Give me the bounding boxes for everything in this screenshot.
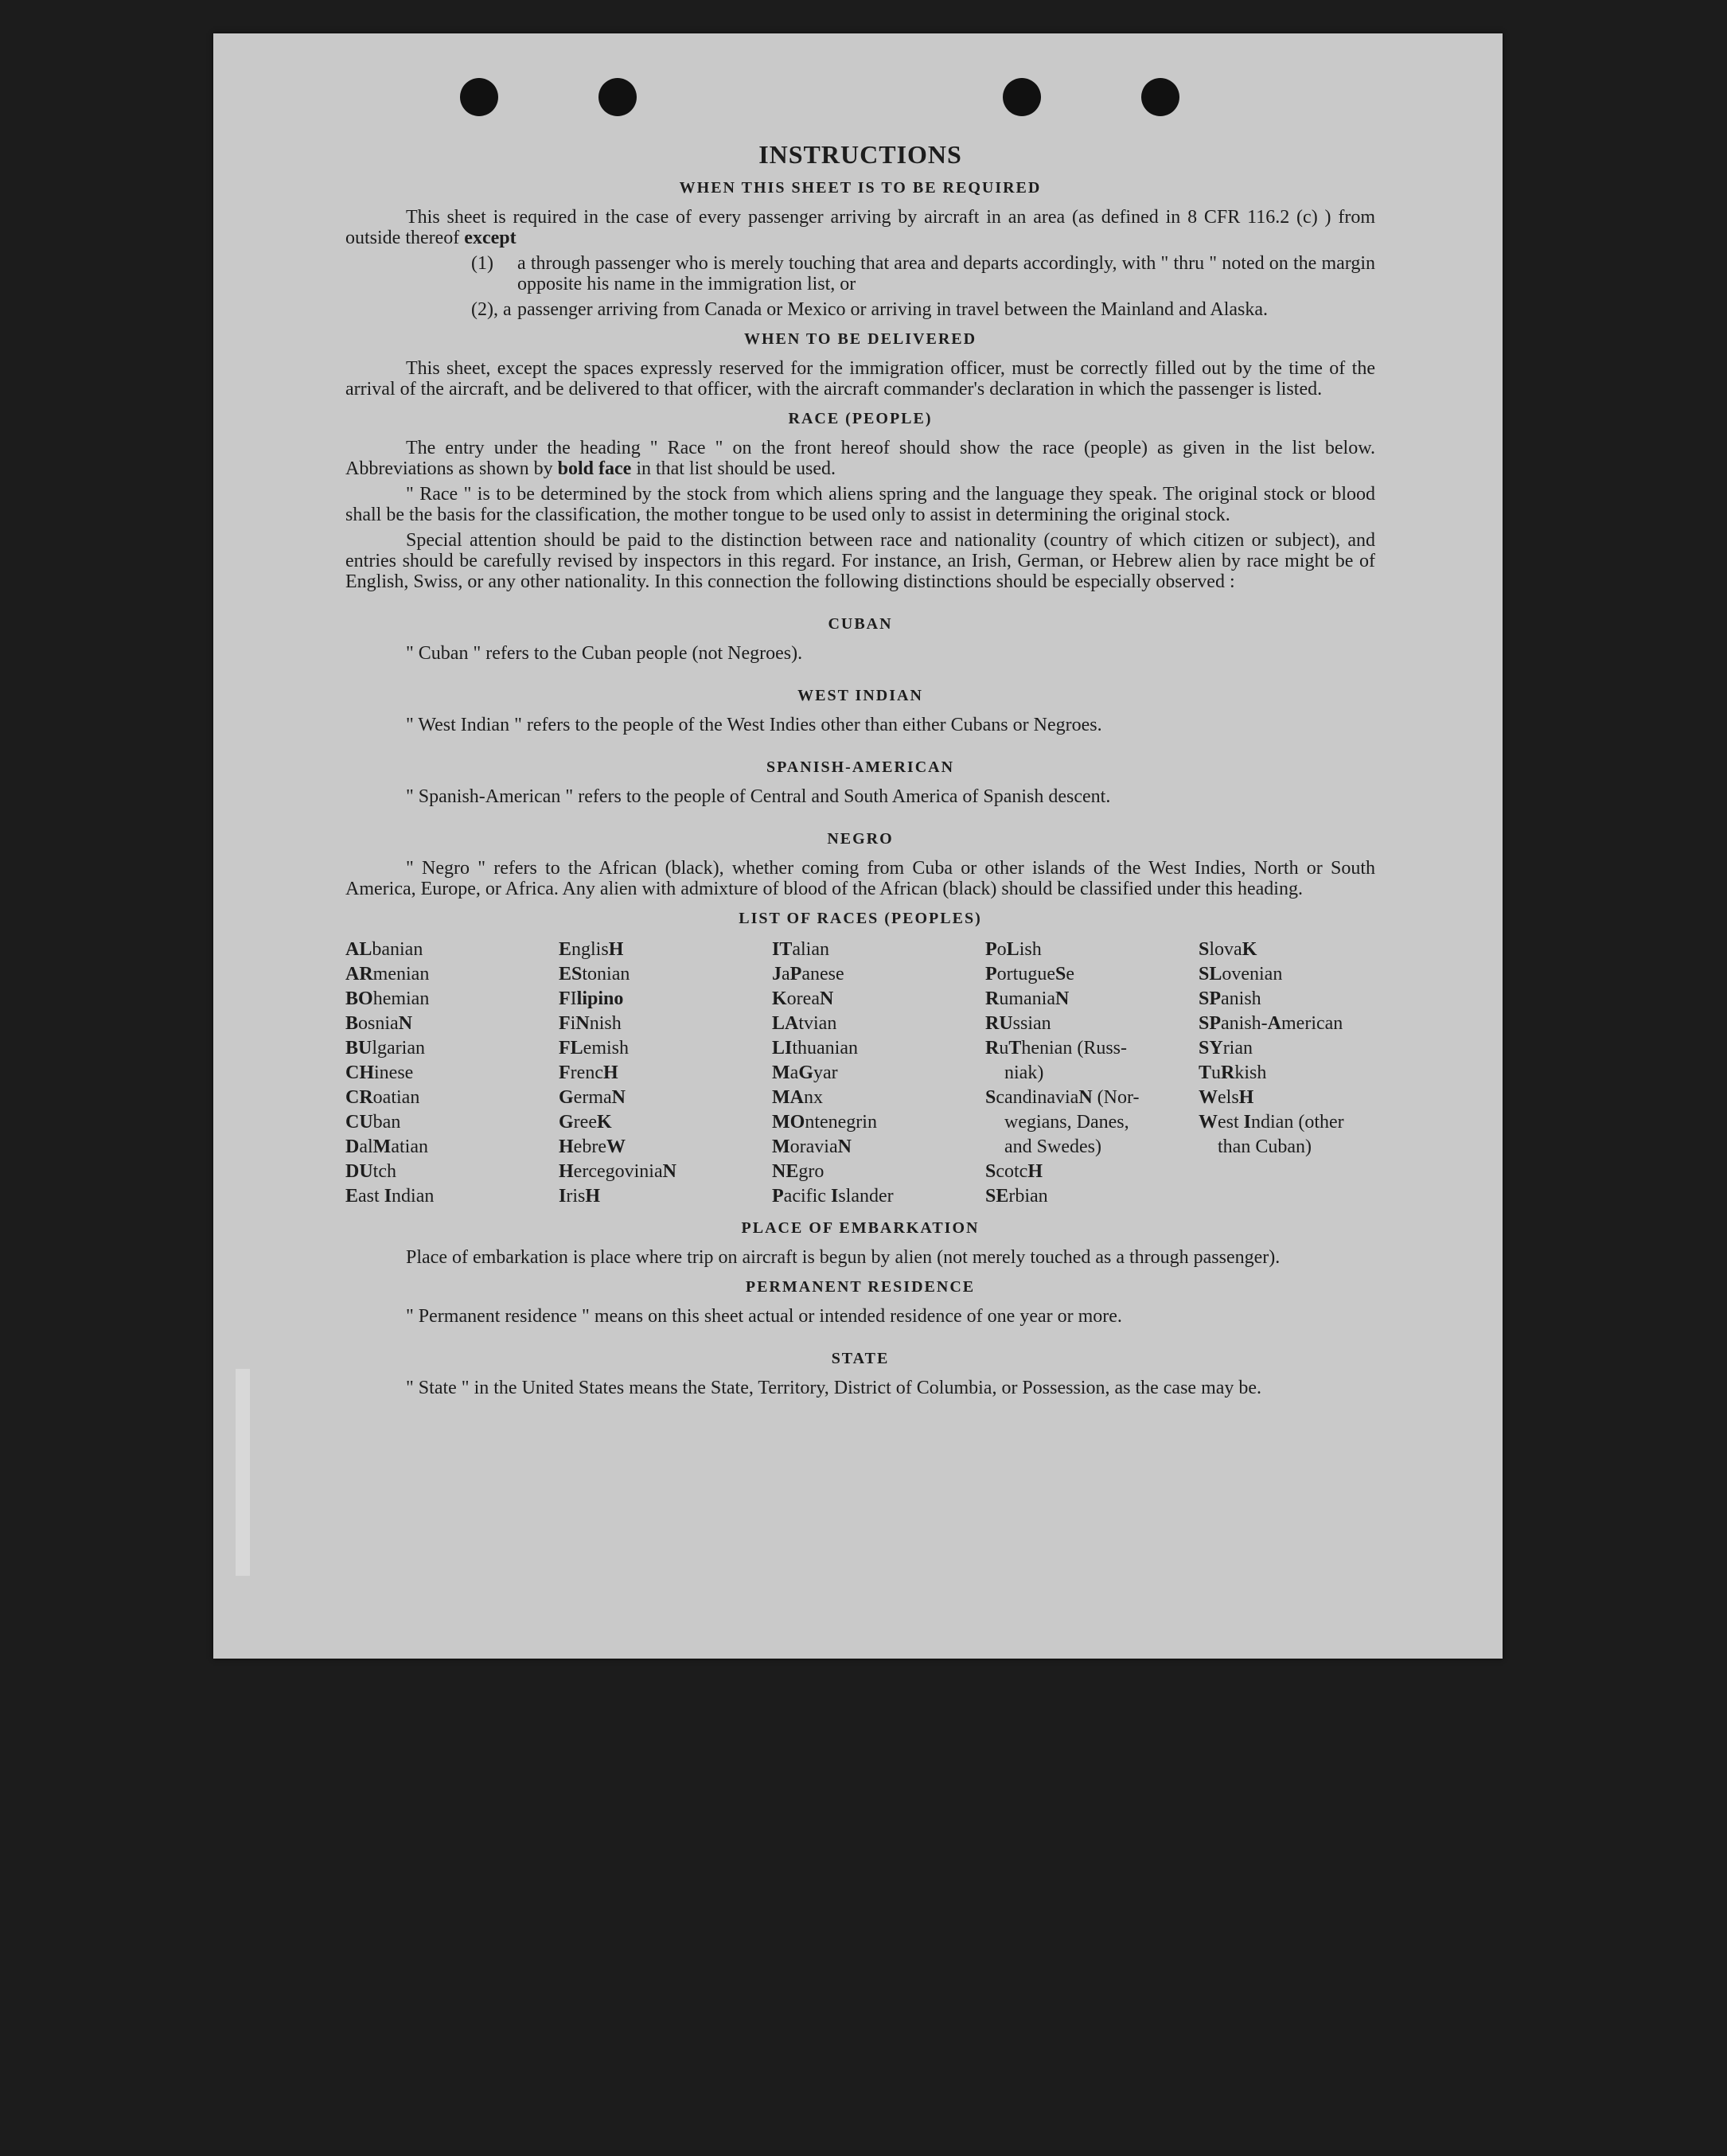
race-entry: HercegoviniaN xyxy=(559,1161,676,1182)
required-item-2: (2), a passenger arriving from Canada or Mexico or arriving in travel between the Mainland and Alaska. xyxy=(471,299,1269,320)
race-entry: RUssian xyxy=(985,1013,1051,1034)
heading-race: RACE (PEOPLE) xyxy=(788,410,933,427)
race-paragraph-3: Special attention should be paid to the distinction between race and nationality (country of which citizen or subject), and entries should be carefully revised by inspectors in this regard. For instance, an Irish, German, or Hebrew alien by race might be of English, Swiss, or any other nationality. In this connection the following distinctions should be especially observed : xyxy=(345,530,1375,592)
embarkation-text: Place of embarkation is place where trip on aircraft is begun by alien (not merely touched as a through passenger). xyxy=(406,1247,1281,1268)
race-entry: ScandinaviaN (Nor- wegians, Danes, and Swedes) xyxy=(985,1087,1140,1157)
race-entry: EStonian xyxy=(559,964,630,984)
races-column xyxy=(772,938,985,1209)
races-column xyxy=(345,938,559,1209)
race-entry: PortugueSe xyxy=(985,964,1074,984)
race-entry: Pacific Islander xyxy=(772,1186,894,1207)
race-entry: SPanish xyxy=(1199,988,1261,1009)
races-column xyxy=(1199,938,1382,1209)
heading-required: WHEN THIS SHEET IS TO BE REQUIRED xyxy=(679,179,1042,197)
negro-text: " Negro " refers to the African (black), whether coming from Cuba or other islands of the West Indies, North or South America, Europe, or Africa. Any alien with admixture of blood of the African (black) should be classified under this heading. xyxy=(345,858,1375,899)
race-entry: HebreW xyxy=(559,1136,626,1157)
punch-hole xyxy=(1141,78,1179,116)
race-entry: RuThenian (Russ- niak) xyxy=(985,1038,1128,1083)
page-edge-strip xyxy=(236,1369,250,1576)
required-item-1: (1) a through passenger who is merely touching that area and departs accordingly, with " thru " noted on the margin opposite his name in the immigration list, or xyxy=(471,253,1375,294)
race-entry: RumaniaN xyxy=(985,988,1070,1009)
race-entry: MOntenegrin xyxy=(772,1112,877,1133)
race-entry: CUban xyxy=(345,1112,401,1133)
race-entry: MAnx xyxy=(772,1087,823,1108)
heading-residence: PERMANENT RESIDENCE xyxy=(745,1278,976,1296)
heading-negro: NEGRO xyxy=(827,830,894,848)
race-entry: LIthuanian xyxy=(772,1038,858,1059)
race-entry: East Indian xyxy=(345,1186,435,1207)
cuban-text: " Cuban " refers to the Cuban people (not Negroes). xyxy=(406,643,803,664)
page-title: INSTRUCTIONS xyxy=(758,140,962,169)
heading-state: STATE xyxy=(831,1350,890,1367)
required-intro: This sheet is required in the case of every passenger arriving by aircraft in an area (as defined in 8 CFR 116.2 (c) ) from outside thereof except xyxy=(345,207,1375,248)
race-entry: WelsH xyxy=(1199,1087,1254,1108)
race-entry: CHinese xyxy=(345,1062,414,1083)
residence-text: " Permanent residence " means on this sheet actual or intended residence of one year or more. xyxy=(406,1306,1122,1327)
race-paragraph-1: The entry under the heading " Race " on the front hereof should show the race (people) as given in the list below. Abbreviations as shown by bold face in that list should be used. xyxy=(345,438,1375,479)
race-entry: JaPanese xyxy=(772,964,844,984)
race-entry: ALbanian xyxy=(345,939,423,960)
heading-west-indian: WEST INDIAN xyxy=(797,687,923,704)
races-list xyxy=(345,938,1375,1209)
race-entry: TuRkish xyxy=(1199,1062,1267,1083)
race-entry: GermaN xyxy=(559,1087,626,1108)
race-entry: FiNnish xyxy=(559,1013,622,1034)
instructions-content xyxy=(345,140,1375,1403)
race-entry: NEgro xyxy=(772,1161,825,1182)
race-entry: FLemish xyxy=(559,1038,629,1059)
heading-spanish-american: SPANISH-AMERICAN xyxy=(766,758,955,776)
state-text: " State " in the United States means the State, Territory, District of Columbia, or Possession, as the case may be. xyxy=(406,1378,1262,1398)
race-entry: GreeK xyxy=(559,1112,612,1133)
race-entry: SErbian xyxy=(985,1186,1048,1207)
race-entry: West Indian (other than Cuban) xyxy=(1199,1112,1344,1157)
race-entry: BUlgarian xyxy=(345,1038,425,1059)
race-entry: LAtvian xyxy=(772,1013,837,1034)
heading-delivered: WHEN TO BE DELIVERED xyxy=(743,330,977,348)
race-entry: SYrian xyxy=(1199,1038,1253,1059)
race-entry: SPanish-American xyxy=(1199,1013,1343,1034)
heading-list-of-races: LIST OF RACES (PEOPLES) xyxy=(739,910,982,927)
west-indian-text: " West Indian " refers to the people of the West Indies other than either Cubans or Negroes. xyxy=(406,715,1102,735)
heading-embarkation: PLACE OF EMBARKATION xyxy=(741,1219,980,1237)
race-entry: DalMatian xyxy=(345,1136,428,1157)
delivered-text: This sheet, except the spaces expressly reserved for the immigration officer, must be correctly filled out by the time of the arrival of the aircraft, and be delivered to that officer, with the aircraft commander's declaration in which the passenger is listed. xyxy=(345,358,1375,400)
race-entry: DUtch xyxy=(345,1161,396,1182)
race-entry: SLovenian xyxy=(1199,964,1283,984)
punch-hole xyxy=(598,78,637,116)
race-entry: BosniaN xyxy=(345,1013,413,1034)
heading-cuban: CUBAN xyxy=(828,615,893,633)
race-entry: IrisH xyxy=(559,1186,601,1207)
race-entry: ScotcH xyxy=(985,1161,1043,1182)
race-entry: KoreaN xyxy=(772,988,834,1009)
race-entry: MaGyar xyxy=(772,1062,838,1083)
races-column xyxy=(559,938,772,1209)
races-column xyxy=(985,938,1199,1209)
race-entry: BOhemian xyxy=(345,988,430,1009)
race-entry: FrencH xyxy=(559,1062,618,1083)
race-entry: FIlipino xyxy=(559,988,624,1009)
punch-hole xyxy=(1003,78,1041,116)
spanish-american-text: " Spanish-American " refers to the people of Central and South America of Spanish descent. xyxy=(406,786,1111,807)
race-entry: ARmenian xyxy=(345,964,430,984)
race-paragraph-2: " Race " is to be determined by the stock from which aliens spring and the language they speak. The original stock or blood shall be the basis for the classification, the mother tongue to be used only to assist in determining the original stock. xyxy=(345,484,1375,525)
race-entry: ITalian xyxy=(772,939,829,960)
race-entry: MoraviaN xyxy=(772,1136,852,1157)
race-entry: PoLish xyxy=(985,939,1042,960)
race-entry: EnglisH xyxy=(559,939,624,960)
punch-hole xyxy=(460,78,498,116)
race-entry: SlovaK xyxy=(1199,939,1257,960)
race-entry: CRoatian xyxy=(345,1087,420,1108)
